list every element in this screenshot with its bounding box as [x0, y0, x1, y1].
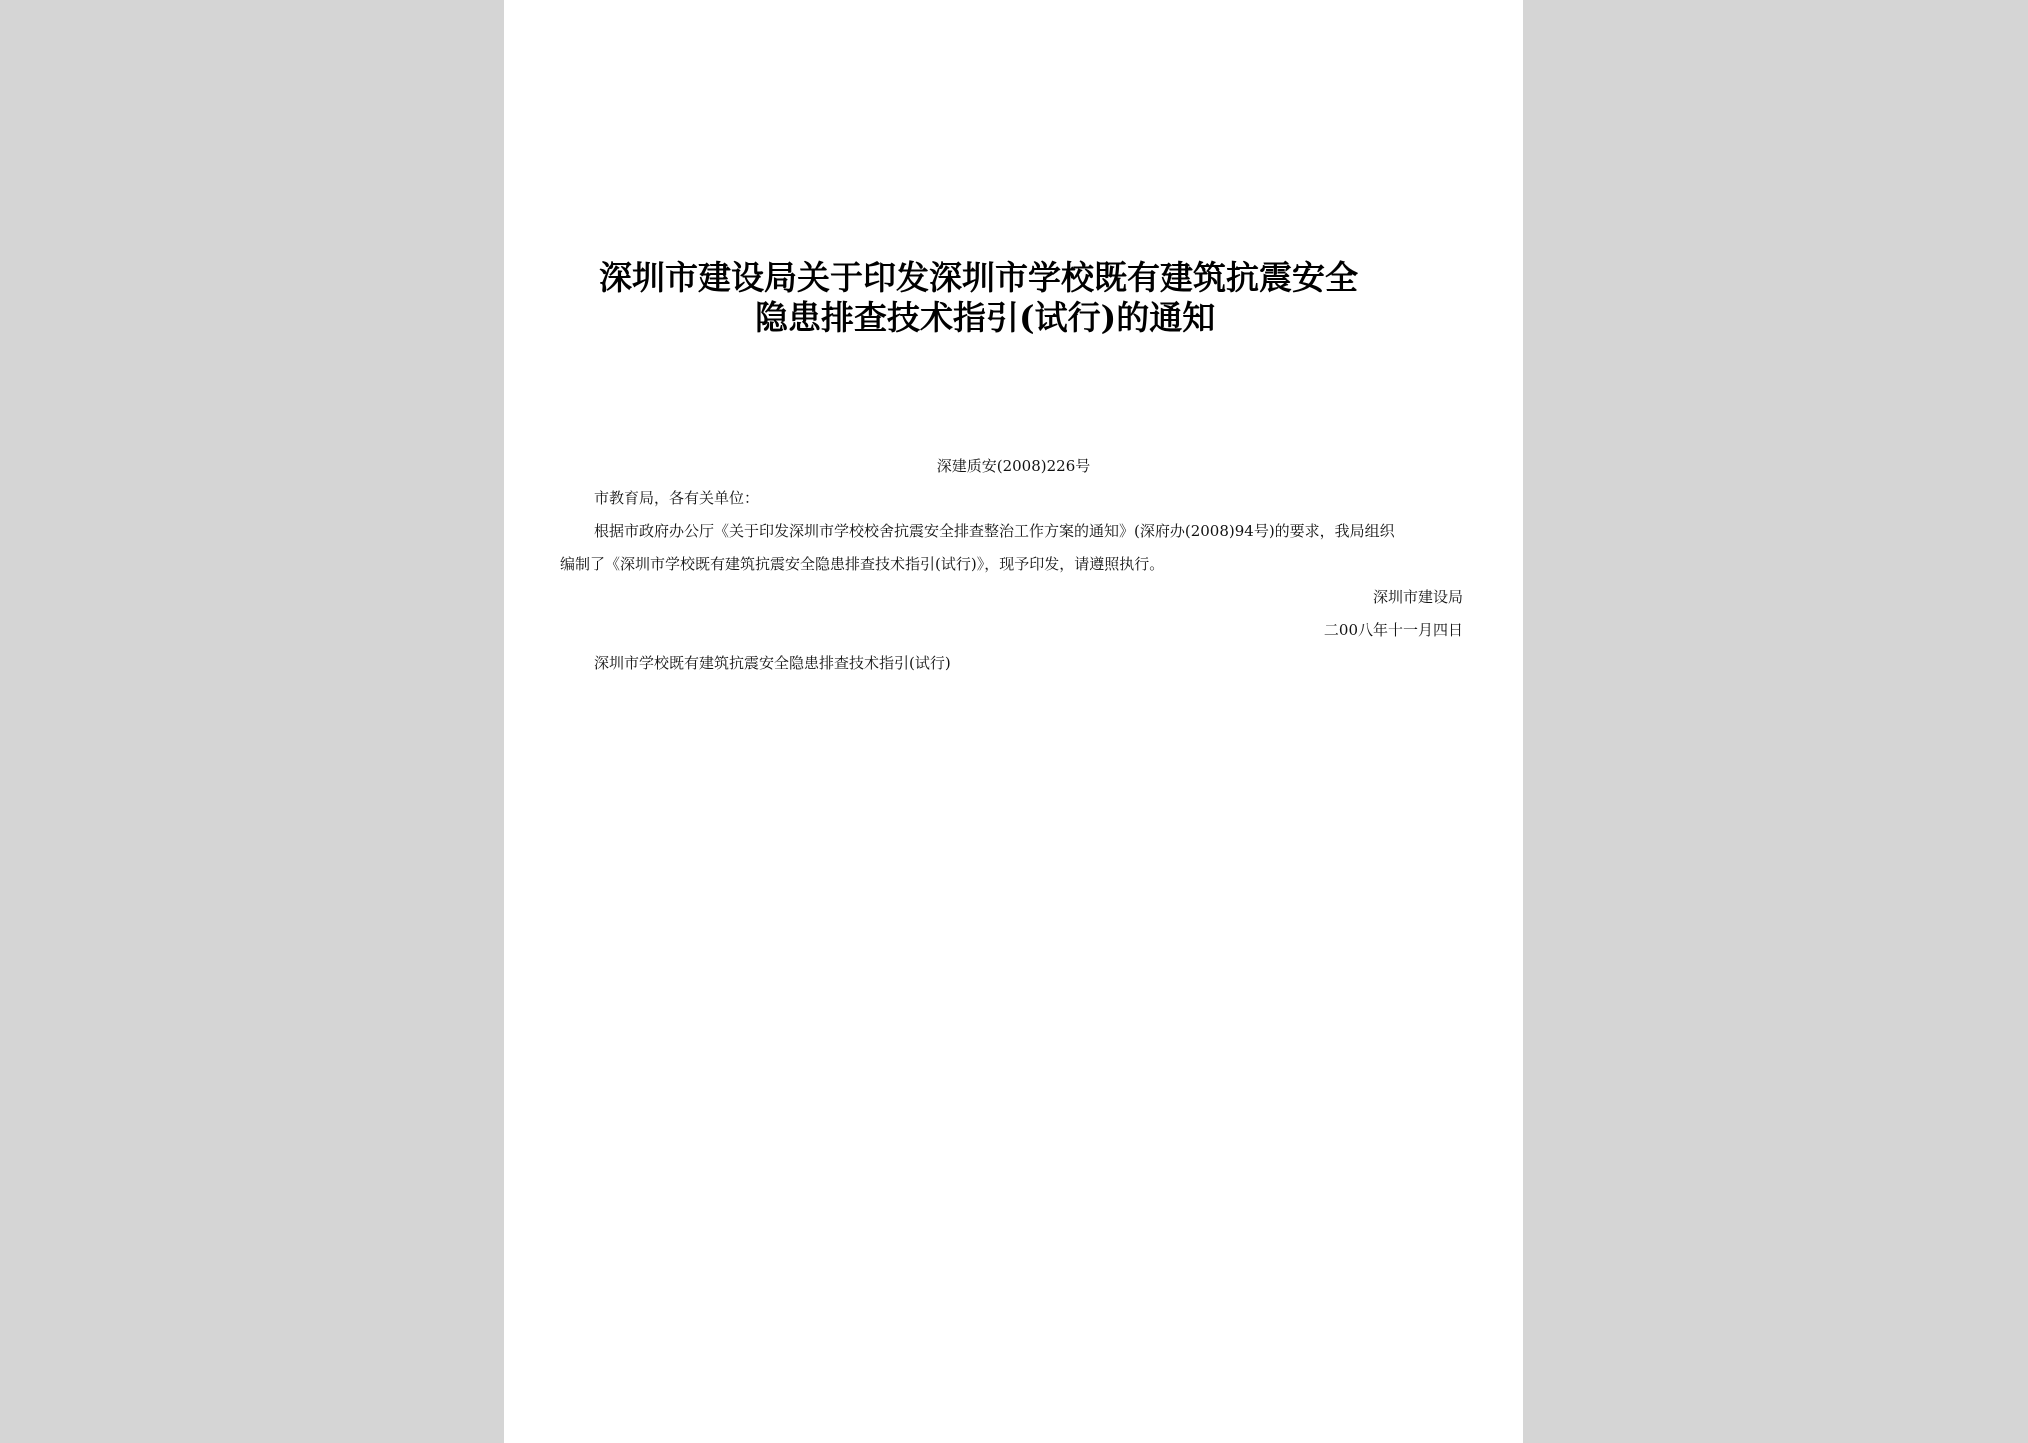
issue-date: 二00八年十一月四日: [1323, 621, 1463, 639]
addressee: 市教育局，各有关单位：: [594, 489, 760, 507]
document-page: [504, 0, 1523, 1443]
title-line-2: 隐患排查技术指引(试行)的通知: [755, 298, 1216, 337]
title-line-1: 深圳市建设局关于印发深圳市学校既有建筑抗震安全: [599, 258, 1358, 297]
document-title: [599, 258, 1479, 338]
attachment-title: 深圳市学校既有建筑抗震安全隐患排查技术指引(试行): [594, 654, 951, 672]
body-paragraph-line-1: 根据市政府办公厅《关于印发深圳市学校校舍抗震安全排查整治工作方案的通知》(深府办(2008)94号)的要求，我局组织: [594, 522, 1395, 540]
issuing-authority: 深圳市建设局: [1372, 588, 1463, 606]
document-number: 深建质安(2008)226号: [936, 457, 1091, 475]
body-paragraph-line-2: 编制了《深圳市学校既有建筑抗震安全隐患排查技术指引(试行)》，现予印发，请遵照执行。: [560, 555, 1165, 573]
